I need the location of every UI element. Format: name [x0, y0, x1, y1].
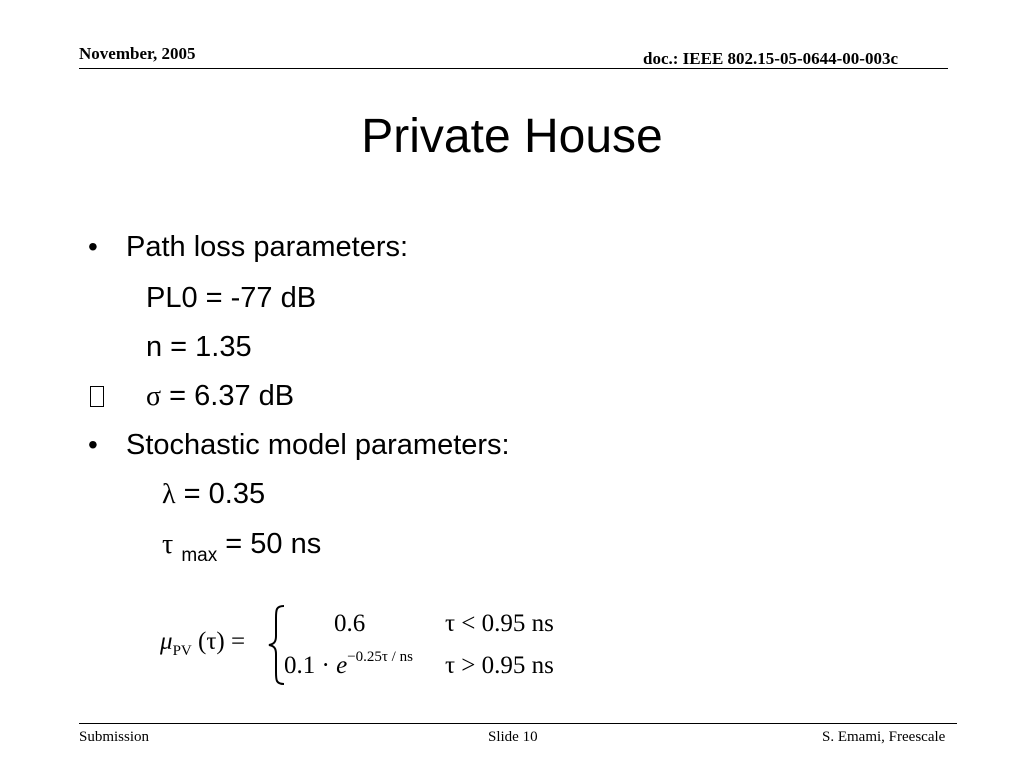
formula-arg: (τ) = — [198, 628, 246, 655]
param-lambda — [162, 478, 265, 511]
sigma-value: = 6.37 dB — [169, 380, 295, 412]
bullet-marker: • — [88, 231, 98, 262]
footer-slide-number: Slide 10 — [488, 729, 538, 745]
slide-title: Private House — [361, 110, 663, 163]
lambda-value: = 0.35 — [183, 478, 266, 510]
tau-symbol: τ — [162, 529, 174, 560]
tau-value: = 50 ns — [225, 528, 322, 560]
formula-case1-value: 0.6 — [334, 610, 366, 637]
param-tau-max — [162, 528, 322, 566]
missing-glyph-icon — [90, 386, 104, 407]
footer-divider — [79, 723, 957, 724]
sigma-symbol: σ — [146, 381, 162, 412]
param-n: n = 1.35 — [146, 331, 252, 363]
param-sigma — [146, 380, 294, 413]
bullet-stochastic-label: Stochastic model parameters: — [126, 429, 510, 461]
param-pl0: PL0 = -77 dB — [146, 282, 317, 314]
formula-case2-coef: 0.1 · — [284, 652, 330, 679]
footer-submission: Submission — [79, 729, 150, 745]
bullet-path-loss — [88, 231, 98, 264]
tau-subscript: max — [181, 545, 218, 566]
header-divider — [79, 68, 948, 69]
header-date: November, 2005 — [79, 44, 196, 63]
footer-author: S. Emami, Freescale — [822, 729, 946, 745]
formula-case1-condition: τ < 0.95 ns — [445, 610, 554, 637]
lambda-symbol: λ — [162, 479, 176, 510]
bullet-stochastic — [88, 429, 98, 462]
formula-mu: μ — [160, 628, 173, 655]
formula-case2-exponent: −0.25τ / ns — [347, 649, 413, 665]
formula-mu-sub: PV — [172, 643, 192, 659]
formula-case2-value — [284, 649, 413, 680]
bullet-path-loss-label: Path loss parameters: — [126, 231, 409, 263]
header-doc-id: doc.: IEEE 802.15-05-0644-00-003c — [643, 49, 898, 68]
bullet-marker: • — [88, 429, 98, 460]
formula-case2-condition: τ > 0.95 ns — [445, 652, 554, 679]
formula-lhs — [160, 628, 246, 659]
formula-case2-base: e — [336, 652, 348, 679]
